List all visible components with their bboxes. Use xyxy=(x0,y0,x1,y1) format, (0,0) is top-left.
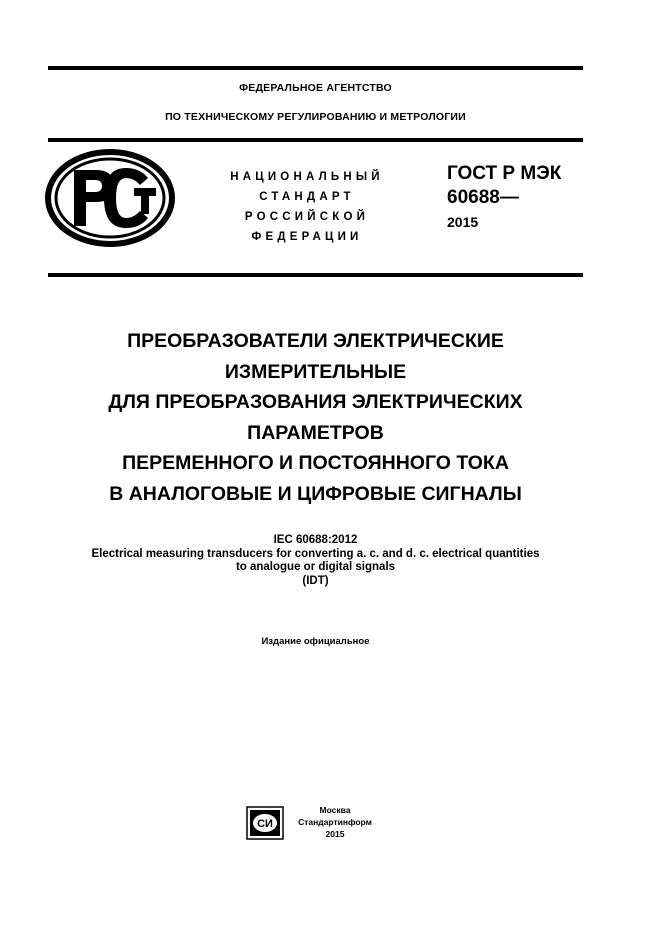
designation-line2: 60688— xyxy=(447,187,519,208)
iec-title-line2: to analogue or digital signals xyxy=(235,561,396,573)
national-standard-line2: СТАНДАРТ xyxy=(259,191,355,203)
national-standard-line4: ФЕДЕРАЦИИ xyxy=(251,231,363,243)
standartinform-logo-icon xyxy=(246,806,284,840)
national-standard-line1: НАЦИОНАЛЬНЫЙ xyxy=(230,171,384,183)
logo-text: РСТ xyxy=(44,148,46,149)
publisher-block xyxy=(290,804,380,840)
title-line: ПЕРЕМЕННОГО И ПОСТОЯННОГО ТОКА xyxy=(122,452,509,474)
iec-code: IEC 60688:2012 xyxy=(273,534,358,546)
publisher-year: 2015 xyxy=(325,829,345,839)
edition-label: Издание официальное xyxy=(261,636,370,647)
document-title xyxy=(40,326,591,509)
title-line: ПАРАМЕТРОВ xyxy=(247,421,384,444)
publisher-city: Москва xyxy=(319,805,351,815)
header-rule xyxy=(48,138,583,142)
title-line: В АНАЛОГОВЫЕ И ЦИФРОВЫЕ СИГНАЛЫ xyxy=(109,482,522,505)
agency-name-line2: ПО ТЕХНИЧЕСКОМУ РЕГУЛИРОВАНИЮ И МЕТРОЛОГИИ xyxy=(165,111,466,123)
agency-name-line1: ФЕДЕРАЛЬНОЕ АГЕНТСТВО xyxy=(239,82,392,94)
publisher-name: Стандартинформ xyxy=(298,817,372,827)
publisher-logo-text: СИ xyxy=(257,818,273,830)
iec-title-line1: Electrical measuring transducers for converting a. c. and d. c. electrical quantities xyxy=(91,547,540,560)
title-line: ИЗМЕРИТЕЛЬНЫЕ xyxy=(224,360,407,383)
national-standard-block xyxy=(212,167,402,247)
national-standard-line3: РОССИЙСКОЙ xyxy=(244,211,370,223)
designation-line1: ГОСТ Р МЭК xyxy=(447,163,562,184)
iec-reference xyxy=(20,534,611,588)
standard-designation xyxy=(447,162,561,232)
title-line: ДЛЯ ПРЕОБРАЗОВАНИЯ ЭЛЕКТРИЧЕСКИХ xyxy=(108,391,523,413)
designation-year: 2015 xyxy=(447,214,479,230)
iec-idt: (IDT) xyxy=(302,574,329,587)
title-line: ПРЕОБРАЗОВАТЕЛИ ЭЛЕКТРИЧЕСКИЕ xyxy=(127,330,504,352)
top-rule xyxy=(48,66,583,70)
gost-r-logo-icon xyxy=(44,148,176,248)
title-rule xyxy=(48,273,583,277)
